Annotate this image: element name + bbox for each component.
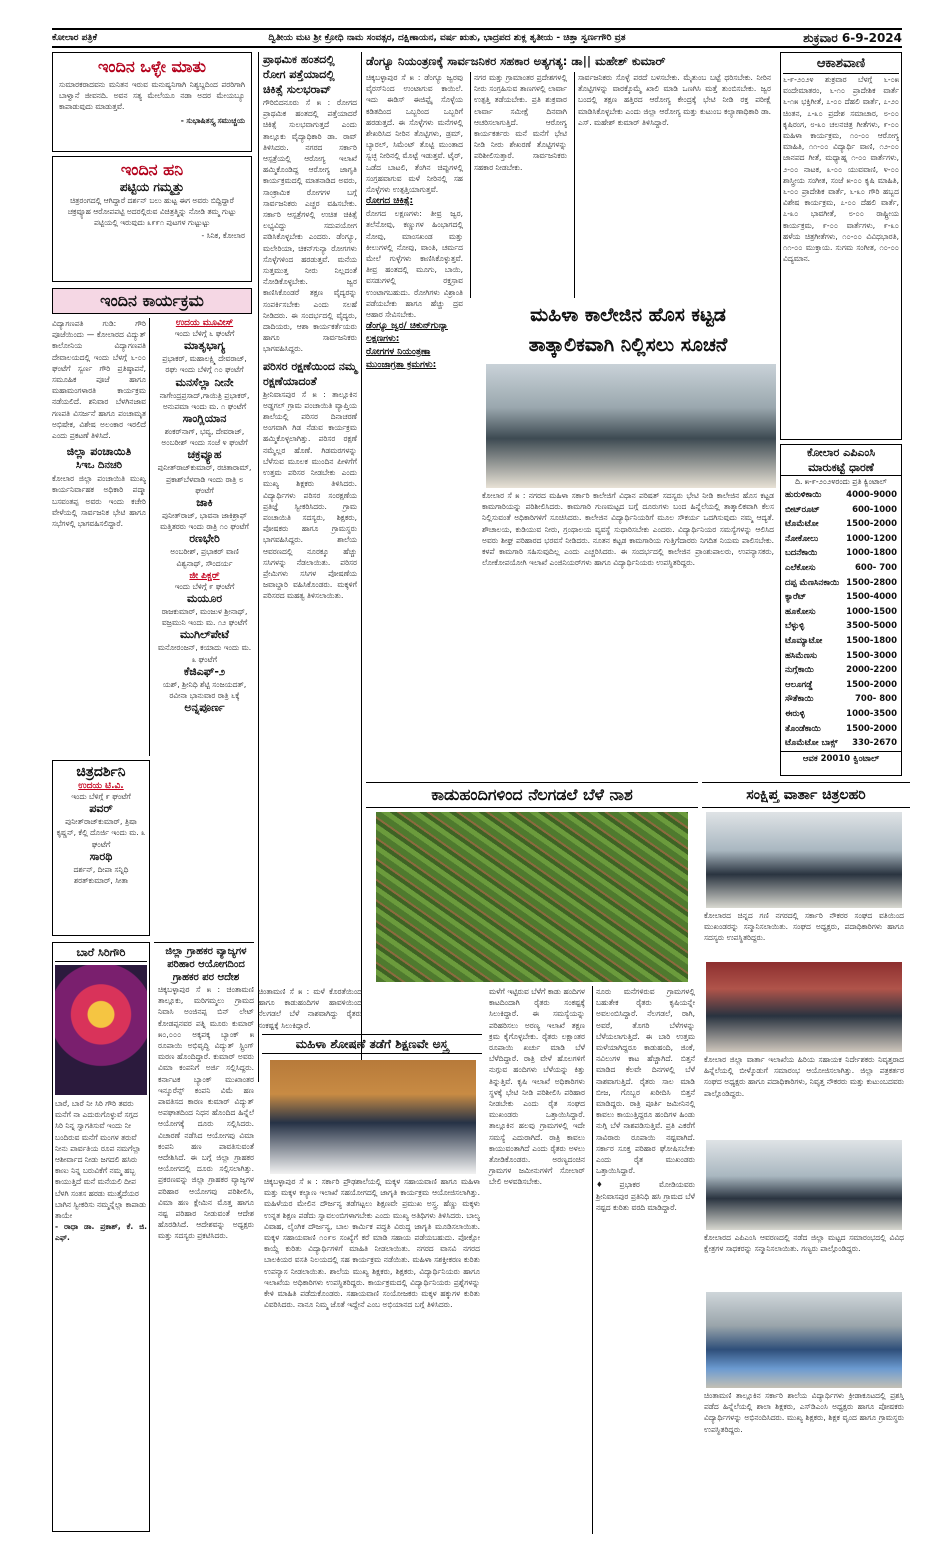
zp-title: ಜಿಲ್ಲಾ ಪಂಚಾಯಿತಿ (66, 445, 132, 459)
apmc-row (781, 634, 901, 649)
apmc-item-price: 1500-3000 (846, 650, 897, 661)
paper-name: ಕೋಲಾರ ಪತ್ರಿಕೆ (52, 33, 97, 43)
apmc-item-price: 1000-3500 (846, 708, 897, 719)
dengue-text-3: ನಗರ ಮತ್ತು ಗ್ರಾಮಾಂತರ ಪ್ರದೇಶಗಳಲ್ಲಿ ನೀರು ಸಂಗ್ರಹಿಸುವ ತಾಣಗಳಲ್ಲಿ ಲಾರ್ವಾ ಉತ್ಪತ್ತಿ ತಡೆಯಬೇಕು. ಪ್ರತಿ ಶುಕ್ರವಾರ ಲಾರ್ವಾ ಸಮೀಕ್ಷೆ ದಿನವಾಗಿ ಆಚರಿಸಲಾಗುತ್ತಿದೆ. ಆರೋಗ್ಯ ಕಾರ್ಯಕರ್ತರು ಮನೆ ಮನೆಗೆ ಭೇಟಿ ನೀಡಿ ನೀರು ಶೇಖರಣೆ ತೊಟ್ಟಿಗಳನ್ನು ಪರಿಶೀಲಿಸುತ್ತಾರೆ. ಸಾರ್ವಜನಿಕರು ಸಹಕಾರ ನೀಡಬೇಕು. (474, 73, 567, 172)
apmc-row (781, 488, 901, 503)
college-text: ಕೋಲಾರ ಸೆ ೫ : ನಗರದ ಮಹಿಳಾ ಸರ್ಕಾರಿ ಕಾಲೇಜಿಗೆ ವಿಧಾನ ಪರಿಷತ್ ಸದಸ್ಯರು ಭೇಟಿ ನೀಡಿ ಕಾಲೇಜಿನ ಹೊಸ ಕಟ್ಟಡ ಕಾಮಗಾರಿಯನ್ನು ಪರಿಶೀಲಿಸಿದರು. ಕಾಮಗಾರಿ ಗುಣಮಟ್ಟದ ಬಗ್ಗೆ ದೂರುಗಳು ಬಂದ ಹಿನ್ನೆಲೆಯಲ್ಲಿ ತಾತ್ಕಾಲಿಕವಾಗಿ ಕೆಲಸ ನಿಲ್ಲಿಸುವಂತೆ ಅಧಿಕಾರಿಗಳಿಗೆ ಸೂಚಿಸಿದರು. ಕಾಲೇಜಿನ ವಿದ್ಯಾರ್ಥಿನಿಯರಿಗೆ ಮೂಲ ಸೌಕರ್ಯ ಒದಗಿಸುವುದು ನಮ್ಮ ಆದ್ಯತೆ. ಶೌಚಾಲಯ, ಕುಡಿಯುವ ನೀರು, ಗ್ರಂಥಾಲಯ ವ್ಯವಸ್ಥೆ ಸುಧಾರಿಸಬೇಕು ಎಂದರು. ವಿದ್ಯಾರ್ಥಿನಿಯರ ಸಮಸ್ಯೆಗಳನ್ನು ಆಲಿಸಿದ ಅವರು ಶೀಘ್ರ ಪರಿಹಾರದ ಭರವಸೆ ನೀಡಿದರು. ನೂತನ ಕಟ್ಟಡ ಕಾಮಗಾರಿಯ ಗುತ್ತಿಗೆದಾರರು ನಿಗದಿತ ನಿಯಮ ಪಾಲಿಸಬೇಕು. ಕಳಪೆ ಕಾಮಗಾರಿ ಸಹಿಸುವುದಿಲ್ಲ ಎಂದು ಎಚ್ಚರಿಸಿದರು. ಈ ಸಂದರ್ಭದಲ್ಲಿ ಕಾಲೇಜಿನ ಪ್ರಾಂಶುಪಾಲರು, ಉಪನ್ಯಾಸಕರು, ಲೋಕೋಪಯೋಗಿ ಇಲಾಖೆ ಎಂಜಿನಿಯರ್‌ಗಳು ಹಾಗೂ ವಿದ್ಯಾರ್ಥಿನಿಯರು ಉಪಸ್ಥಿತರಿದ್ದರು. (482, 491, 774, 568)
apmc-item-name: ಕ್ಯಾರೆಟ್ (785, 592, 807, 603)
program-item-text-2: ಶಂಕರ್‌ನಾಗ್, ಭವ್ಯ, ದೇವರಾಜ್, ಅಂಬರೀಶ್ ಇಂದು ಸಂಜೆ ೪ ಘಂಟೆಗೆ (161, 427, 248, 448)
good-word-text: ಸುಮಾರಕರಾದವನು ಮನಿತನ ಇರುವ ಮನುಷ್ಯನಿಗಾಗಿ ನಿಶ್ಯಬ್ದದಿಂದ ಪರರಿಗಾಗಿ ಬಾಳ್ವಾನೆ ಜೀವನದಿ. ಅವನ ಸತ್ಯ ಮೇಲೆಯೂ ನಡಾ ಅದರ ಮೇಯಬ್ಯೂ ಕಾಪಾಡುವುದು ಮಾಡುತ್ತವೆ. (59, 80, 245, 112)
program-item-text-1: ನಾಗೇಂದ್ರಪ್ರಸಾದ್,ಗಾಯಿತ್ರಿ ಪ್ರಭಾಕರ್, ಅನುಪಮಾ ಇಂದು ಮ. ೧ ಘಂಟೆಗೆ (159, 390, 250, 411)
apmc-row (781, 605, 901, 620)
brief-headline (702, 782, 910, 808)
environment-head: ಪರಿಸರ ರಕ್ಷಣೆಯಿಂದ ನಮ್ಮ ರಕ್ಷಣೆಯಾದಂತೆ (263, 359, 357, 388)
brief-cap-3: ಕೋಲಾರದ ಎಪಿಎಂಸಿ ಆವರಣದಲ್ಲಿ ನಡೆದ ಜಿಲ್ಲಾ ಮಟ್ಟದ ಸಮಾರಂಭದಲ್ಲಿ ವಿವಿಧ ಕ್ಷೇತ್ರಗಳ ಸಾಧಕರನ್ನು ಸನ್ಮಾನಿಸಲಾಯಿತು. ಗಣ್ಯರು ಪಾಲ್ಗೊಂಡಿದ್ದರು. (704, 1233, 904, 1254)
zp-text: ಕೋಲಾರ ಜಿಲ್ಲಾ ಪಂಚಾಯಿತಿ ಮುಖ್ಯ ಕಾರ್ಯನಿರ್ವಾಹಕ ಅಧಿಕಾರಿ ಪದ್ಮಾ ಬಸವಂತಪ್ಪ ಅವರು ಇಂದು ಕಚೇರಿ ವೇಳೆಯಲ್ಲಿ ಸಾರ್ವಜನಿಕ ಭೇಟಿ ಹಾಗೂ ಸಭೆಗಳಲ್ಲಿ ಭಾಗವಹಿಸಲಿದ್ದಾರೆ. (52, 474, 146, 529)
awareness-event-photo (270, 1060, 476, 1174)
brief-head: ಸಂಕ್ಷಿಪ್ತ ವಾರ್ತಾ ಚಿತ್ರಲಹರಿ (746, 787, 866, 803)
apmc-subtitle: ಮಾರುಕಟ್ಟೆ ಧಾರಣೆ (781, 460, 901, 476)
program-item-name-1: ಮನಸೆಲ್ಲಾ ನೀನೇ (175, 375, 234, 389)
goddess-gauri-photo (55, 965, 147, 1095)
women-head: ಮಹಿಳಾ ಶೋಷಣೆ ತಡೆಗೆ ಶಿಕ್ಷಣವೇ ಅಸ್ತ್ರ (295, 1037, 449, 1051)
program-title-band (52, 288, 252, 314)
apmc-item-name: ಬೆಳ್ಳುಳ್ಳಿ (785, 621, 805, 632)
cinema-item-text-1: ದರ್ಶನ್, ದೀಪಾ ಸನ್ನಿಧಿ ಶರತ್‌ಕುಮಾರ್, ಸೀತಾ (73, 864, 129, 886)
poem-title: ಬಾರೆ ಸಿರಿಗೌರಿ (55, 945, 147, 962)
apmc-item-price: 1500-2000 (846, 679, 897, 690)
apmc-row (781, 619, 901, 634)
apmc-item-name: ಆಲೂಗಡ್ಡೆ (785, 679, 813, 690)
program-col (52, 318, 150, 756)
apmc-item-price: 1500-2000 (846, 519, 897, 530)
dengue-text-1: ಚಿಕ್ಕಬಳ್ಳಾಪುರ ಸೆ ೫ : ಡೆಂಗ್ಯೂ ಜ್ವರವು ವೈರಸ್‌ನಿಂದ ಉಂಟಾಗುವ ಕಾಯಿಲೆ. ಇದು ಈಡಿಸ್ ಈಜಿಪ್ಟೈ ಸೊಳ್ಳೆಯ ಕಡಿತದಿಂದ ಒಬ್ಬರಿಂದ ಒಬ್ಬರಿಗೆ ಹರಡುತ್ತದೆ. ಈ ಸೊಳ್ಳೆಗಳು ಮನೆಗಳಲ್ಲಿ ಶೇಖರಿಸಿದ ನೀರಿನ ತೊಟ್ಟಿಗಳು, ಡ್ರಮ್, ಬ್ಯಾರಲ್, ಸಿಮೆಂಟ್ ತೊಟ್ಟಿ ಮುಂತಾದ ಸ್ವಚ್ಛ ನೀರಿನಲ್ಲಿ ಮೊಟ್ಟೆ ಇಡುತ್ತವೆ. ಟೈರ್, ಒಡೆದ ಬಾಟಲಿ, ತೆಂಗಿನ ಚಿಪ್ಪುಗಳಲ್ಲಿ ಸಂಗ್ರಹವಾಗುವ ಮಳೆ ನೀರಿನಲ್ಲಿ ಸಹ ಸೊಳ್ಳೆಗಳು ಉತ್ಪತ್ತಿಯಾಗುತ್ತವೆ. (366, 73, 463, 195)
apmc-item-name: ಟೊಮೆಟೋ (785, 519, 819, 530)
apmc-item-name: ಈರುಳ್ಳಿ (785, 708, 805, 719)
program-item-text-3: ಪುನೀತ್‌ರಾಜ್‌ಕುಮಾರ್, ರಚಿತಾರಾಮ್, ಪ್ರಕಾಶ್‌ಬೆಳವಾಡಿ ಇಂದು ರಾತ್ರಿ ೮ ಘಂಟೆಗೆ (157, 463, 252, 495)
zee-item-name-2: ಕೆಜಿಎಫ್-೨ (183, 664, 226, 678)
tv-label: ಉದಯ ಟಿ.ವಿ. (78, 781, 124, 791)
dengue-col-1 (366, 72, 466, 772)
udaya-movies-label: ಉದಯ ಮೂವೀಸ್ (175, 318, 234, 328)
college-head-2: ತಾತ್ಕಾಲಿಕವಾಗಿ ನಿಲ್ಲಿಸಲು ಸೂಚನೆ (528, 334, 728, 356)
zee-item-text-1: ಮನೋರಂಜನ್, ಕಯಾದು ಇಂದು ಮ. ೩ ಘಂಟೆಗೆ (157, 643, 252, 664)
masthead-bar (52, 28, 902, 48)
hani-title: ಇಂದಿನ ಹನಿ (120, 160, 184, 179)
brief-photo-2 (706, 962, 902, 1052)
apmc-item-name: ನುಗ್ಗೆಕಾಯಿ (785, 665, 814, 676)
tv-sub: ಇಂದು ಬೆಳಿಗ್ಗೆ ೯ ಘಂಟೆಗೆ (71, 792, 131, 801)
consumer-story (154, 942, 254, 1532)
program-item-text-5: ಅಂಬರೀಶ್, ಪ್ರಭಾಕರ್ ವಾಣಿ ವಿಶ್ವನಾಥ್, ಸೌಂದರ್ಯ (170, 547, 239, 568)
health-head: ಪ್ರಾಥಮಿಕ ಹಂತದಲ್ಲಿ ರೋಗ ಪತ್ತೆಯಾದಲ್ಲಿ ಚಿಕಿತ್ಸೆ ಸುಲಭರಾವ್ (263, 53, 335, 96)
radio-title: ಆಕಾಶವಾಣಿ (783, 55, 899, 74)
brief-photo-4 (706, 1292, 902, 1388)
brief-photo-1 (706, 812, 902, 908)
good-word-author: - ಸುಭಾಷಿತಸ್ತ್ಯ ಸಮುಚ್ಚಯ (180, 115, 245, 125)
apmc-item-name: ದಪ್ಪ ಮೆಣಸಿನಕಾಯಿ (785, 577, 840, 588)
apmc-item-name: ಸೌತೆಕಾಯಿ (785, 694, 814, 705)
brief-cap-2: ಕೋಲಾರ ಜಿಲ್ಲಾ ವಾರ್ತಾ ಇಲಾಖೆಯ ಹಿರಿಯ ಸಹಾಯಕ ನಿರ್ದೇಶಕರು ನಿವೃತ್ತರಾದ ಹಿನ್ನೆಲೆಯಲ್ಲಿ ಬೀಳ್ಕೊಡುಗೆ ಸಮಾರಂಭ ಆಯೋಜಿಸಲಾಗಿತ್ತು. ಜಿಲ್ಲಾ ಪತ್ರಕರ್ತರ ಸಂಘದ ಅಧ್ಯಕ್ಷರು ಹಾಗೂ ಪದಾಧಿಕಾರಿಗಳು, ನಿವೃತ್ತ ನೌಕರರು ಮತ್ತು ಕುಟುಂಬದವರು ಪಾಲ್ಗೊಂಡಿದ್ದರು. (704, 1055, 904, 1098)
apmc-item-price: 1500-4000 (846, 592, 897, 603)
apmc-row (781, 532, 901, 547)
dengue-sub-3: ರೋಗಗಳ ನಿಯಂತ್ರಣಾ ಮುಂಜಾಗ್ರತಾ ಕ್ರಮಗಳು: (366, 347, 437, 371)
brief-caption-1 (704, 910, 904, 956)
cinema-item-name-0: ಪವರ್ (89, 802, 113, 816)
apmc-row (781, 576, 901, 591)
farm-text-1: ಮಳೆಗೆ ಇಟ್ಟಿರುವ ಬೆಳೆಗೆ ಕಾಡು ಹಂದಿಗಳ ಕಾಟದಿಂದಾಗಿ ರೈತರು ಸಂಕಷ್ಟಕ್ಕೆ ಸಿಲುಕಿದ್ದಾರೆ. ಈ ಸಮಸ್ಯೆಯನ್ನು ಪರಿಹರಿಸಲು ಅರಣ್ಯ ಇಲಾಖೆ ತಕ್ಷಣ ಕ್ರಮ ಕೈಗೊಳ್ಳಬೇಕು. ರೈತರು ಲಕ್ಷಾಂತರ ರೂಪಾಯಿ ಖರ್ಚು ಮಾಡಿ ಬೆಳೆ ಬೆಳೆದಿದ್ದಾರೆ. ರಾತ್ರಿ ವೇಳೆ ಹೊಲಗಳಿಗೆ ನುಗ್ಗುವ ಹಂದಿಗಳು ಬೆಳೆಯನ್ನು ಕಿತ್ತು ತಿನ್ನುತ್ತಿವೆ. ಕೃಷಿ ಇಲಾಖೆ ಅಧಿಕಾರಿಗಳು ಸ್ಥಳಕ್ಕೆ ಭೇಟಿ ನೀಡಿ ಪರಿಶೀಲಿಸಿ ಪರಿಹಾರ ನೀಡಬೇಕು ಎಂದು ರೈತ ಸಂಘದ ಮುಖಂಡರು ಒತ್ತಾಯಿಸಿದ್ದಾರೆ. ತಾಲ್ಲೂಕಿನ ಹಲವು ಗ್ರಾಮಗಳಲ್ಲಿ ಇದೇ ಸಮಸ್ಯೆ ಎದುರಾಗಿದೆ. ರಾತ್ರಿ ಕಾವಲು ಕಾಯುವಂತಾಗಿದೆ ಎಂದು ರೈತರು ಅಳಲು ತೋಡಿಕೊಂಡರು. ಅರಣ್ಯದಂಚಿನ ಗ್ರಾಮಗಳ ಜಮೀನುಗಳಿಗೆ ಸೋಲಾರ್ ಬೇಲಿ ಅಳವಡಿಸಬೇಕು. (489, 987, 585, 1187)
women-text: ಚಿಕ್ಕಬಳ್ಳಾಪುರ ಸೆ ೫ : ಸರ್ಕಾರಿ ಪ್ರೌಢಶಾಲೆಯಲ್ಲಿ ಮಕ್ಕಳ ಸಹಾಯವಾಣಿ ಹಾಗೂ ಮಹಿಳಾ ಮತ್ತು ಮಕ್ಕಳ ಕಲ್ಯಾಣ ಇಲಾಖೆ ಸಹಯೋಗದಲ್ಲಿ ಜಾಗೃತಿ ಕಾರ್ಯಕ್ರಮ ಆಯೋಜಿಸಲಾಗಿತ್ತು. ಮಹಿಳೆಯರ ಮೇಲಿನ ದೌರ್ಜನ್ಯ ತಡೆಗಟ್ಟಲು ಶಿಕ್ಷಣವೇ ಪ್ರಮುಖ ಅಸ್ತ್ರ. ಹೆಣ್ಣು ಮಕ್ಕಳು ಉನ್ನತ ಶಿಕ್ಷಣ ಪಡೆದು ಸ್ವಾವಲಂಬಿಗಳಾಗಬೇಕು ಎಂದು ಮುಖ್ಯ ಅತಿಥಿಗಳು ತಿಳಿಸಿದರು. ಬಾಲ್ಯ ವಿವಾಹ, ಲೈಂಗಿಕ ದೌರ್ಜನ್ಯ, ಬಾಲ ಕಾರ್ಮಿಕ ಪದ್ಧತಿ ವಿರುದ್ಧ ಜಾಗೃತಿ ಮೂಡಿಸಲಾಯಿತು. ಮಕ್ಕಳ ಸಹಾಯವಾಣಿ ೧೦೯೮ ಸಂಖ್ಯೆಗೆ ಕರೆ ಮಾಡಿ ಸಹಾಯ ಪಡೆಯಬಹುದು. ಪೋಕ್ಸೋ ಕಾಯ್ದೆ ಕುರಿತು ವಿದ್ಯಾರ್ಥಿಗಳಿಗೆ ಮಾಹಿತಿ ನೀಡಲಾಯಿತು. ನಗರದ ವಾಸವಿ ನಗರದ ಬಾಲಕಿಯರ ವಸತಿ ನಿಲಯದಲ್ಲಿ ಸಹ ಕಾರ್ಯಕ್ರಮ ನಡೆಯಿತು. ಮಹಿಳಾ ಸಶಕ್ತೀಕರಣ ಕುರಿತು ಉಪನ್ಯಾಸ ನೀಡಲಾಯಿತು. ಶಾಲೆಯ ಮುಖ್ಯ ಶಿಕ್ಷಕರು, ಶಿಕ್ಷಕರು, ವಿದ್ಯಾರ್ಥಿನಿಯರು ಹಾಗೂ ಇಲಾಖೆಯ ಅಧಿಕಾರಿಗಳು ಉಪಸ್ಥಿತರಿದ್ದರು. ಕಾರ್ಯಕ್ರಮದಲ್ಲಿ ವಿದ್ಯಾರ್ಥಿನಿಯರು ಪ್ರಶ್ನೆಗಳನ್ನು ಕೇಳಿ ಮಾಹಿತಿ ಪಡೆದುಕೊಂಡರು. ಸಹಾಯವಾಣಿ ಸಂಯೋಜಕರು ಮಕ್ಕಳ ಹಕ್ಕುಗಳ ಕುರಿತು ವಿವರಿಸಿದರು. ನಾನೂ ನಿಮ್ಮ ಜೊತೆ ಇದ್ದೇನೆ ಎಂಬ ಅಭಿಯಾನದ ಬಗ್ಗೆ ತಿಳಿಸಿದರು. (264, 1177, 480, 1310)
health-story (258, 52, 362, 1082)
apmc-price-table (781, 488, 901, 751)
apmc-item-price: 600- 700 (855, 562, 897, 573)
apmc-row (781, 590, 901, 605)
apmc-item-name: ಟೊಮೆಟೋ ಬಾಕ್ಸ್ (785, 738, 838, 749)
poem-author: - ರಾಧಾ ಡಾ. ಪ್ರಕಾಶ್, ಕೆ. ಜಿ. ಎಫ್. (55, 1222, 147, 1243)
apmc-item-price: 4000-9000 (846, 490, 897, 500)
apmc-row (781, 503, 901, 518)
apmc-row (781, 692, 901, 707)
apmc-row (781, 517, 901, 532)
dengue-sub-2: ಡೆಂಗ್ಯೂ ಜ್ವರ/ ಚಿಕುನ್‌ಗುನ್ಯಾ ಲಕ್ಷಣಗಳು: (366, 321, 448, 345)
brief-caption-4 (704, 1390, 904, 1534)
zee-item-name-0: ಮಯೂರ (186, 592, 223, 606)
good-word-title: ಇಂದಿನ ಒಳ್ಳೇ ಮಾತು (98, 57, 206, 76)
apmc-box (780, 444, 902, 776)
apmc-item-price: 3500-5000 (846, 621, 897, 632)
program-item-text-4: ಪುನೀತ್‌ರಾಜ್, ಭಾವನಾ ಜಾಕಿಶ್ರಾಫ್ ಮತ್ತಿತರರು ಇಂದು ರಾತ್ರಿ ೧೦ ಘಂಟೆಗೆ (160, 511, 249, 532)
brief-cap-1: ಕೋಲಾರದ ಚಿನ್ನದ ಗಣಿ ನಗರದಲ್ಲಿ ಸರ್ಕಾರಿ ನೌಕರರ ಸಂಘದ ವತಿಯಿಂದ ಮುಖಂಡರನ್ನು ಸನ್ಮಾನಿಸಲಾಯಿತು. ಸಂಘದ ಅಧ್ಯಕ್ಷರು, ಪದಾಧಿಕಾರಿಗಳು ಹಾಗೂ ಸದಸ್ಯರು ಉಪಸ್ಥಿತರಿದ್ದರು. (704, 911, 904, 943)
program-item-text-0: ಪ್ರಭಾಕರ್, ಮಹಾಲಕ್ಷ್ಮಿ ದೇವರಾಜ್, ರಘು ಇಂದು ಬೆಳಿಗ್ಗೆ ೧೦ ಘಂಟೆಗೆ (162, 354, 247, 375)
apmc-row (781, 649, 901, 664)
dengue-col-2 (470, 72, 570, 298)
apmc-item-name: ಹುರುಳಿಕಾಯಿ (785, 490, 822, 500)
apmc-arrival: ಆವಕ 20010 ಕ್ವಿಂಟಾಲ್ (781, 751, 901, 766)
apmc-title: ಕೋಲಾರ ಎಪಿಎಂಸಿ (806, 446, 876, 459)
farm-text-2: ನೂರು ಮನೆಗಳಿರುವ ಗ್ರಾಮಗಳಲ್ಲಿ ಬಹುತೇಕ ರೈತರು ಕೃಷಿಯನ್ನೇ ಅವಲಂಬಿಸಿದ್ದಾರೆ. ನೆಲಗಡಲೆ, ರಾಗಿ, ಅವರೆ, ತೊಗರಿ ಬೆಳೆಗಳನ್ನು ಬೆಳೆಯಲಾಗುತ್ತಿದೆ. ಈ ಬಾರಿ ಉತ್ತಮ ಮಳೆಯಾಗಿದ್ದರೂ ಕಾಡುಹಂದಿ, ಜಿಂಕೆ, ನವಿಲುಗಳ ಕಾಟ ಹೆಚ್ಚಾಗಿದೆ. ಬಿತ್ತನೆ ಮಾಡಿದ ಕೆಲವೇ ದಿನಗಳಲ್ಲಿ ಬೆಳೆ ನಾಶವಾಗುತ್ತಿದೆ. ರೈತರು ಸಾಲ ಮಾಡಿ ಬೀಜ, ಗೊಬ್ಬರ ಖರೀದಿಸಿ ಬಿತ್ತನೆ ಮಾಡಿದ್ದರು. ರಾತ್ರಿ ಪೂರ್ತಿ ಜಮೀನಿನಲ್ಲಿ ಕಾವಲು ಕಾಯುತ್ತಿದ್ದರೂ ಹಂದಿಗಳ ಹಿಂಡು ನುಗ್ಗಿ ಬೆಳೆ ನಾಶಪಡಿಸುತ್ತಿವೆ. ಪ್ರತಿ ಎಕರೆಗೆ ಸಾವಿರಾರು ರೂಪಾಯಿ ನಷ್ಟವಾಗಿದೆ. ಸರ್ಕಾರ ಸೂಕ್ತ ಪರಿಹಾರ ಘೋಷಿಸಬೇಕು ಎಂದು ರೈತ ಮುಖಂಡರು ಒತ್ತಾಯಿಸಿದ್ದಾರೆ. (596, 987, 695, 1176)
apmc-item-name: ಬದನೆಕಾಯಿ (785, 548, 818, 559)
women-headline (262, 1034, 482, 1054)
farm-caption (258, 986, 362, 1030)
hani-subtitle: ಪಟ್ಟಿಯ ಗಮ್ಮತ್ತು (119, 180, 185, 194)
dengue-col-3 (574, 72, 774, 298)
apmc-item-name: ಟೊಮ್ಯಾಟೋ (785, 635, 823, 646)
program-item-name-0: ಮಾತೃಭಾಗ್ಯ (183, 339, 226, 353)
college-visit-photo (486, 364, 776, 488)
apmc-item-name: ಹೂಕೋಸು (785, 606, 816, 617)
brief-caption-2 (704, 1054, 904, 1134)
cinema-item-text-0: ಪುನೀತ್‌ರಾಜ್‌ಕುಮಾರ್, ತ್ರಿಷಾ ಕೃಷ್ಣನ್, ಕೆಲ್ಲಿ ದೊರ್ಜಿ ಇಂದು ಮ. ೩ ಘಂಟೆಗೆ (56, 817, 146, 849)
dengue-text-2: ರೋಗದ ಲಕ್ಷಣಗಳು: ತೀವ್ರ ಜ್ವರ, ತಲೆನೋವು, ಕಣ್ಣುಗಳ ಹಿಂಭಾಗದಲ್ಲಿ ನೋವು, ಮಾಂಸಖಂಡ ಮತ್ತು ಕೀಲುಗಳಲ್ಲಿ ನೋವು, ವಾಂತಿ, ಚರ್ಮದ ಮೇಲೆ ಗುಳ್ಳೆಗಳು ಕಾಣಿಸಿಕೊಳ್ಳುತ್ತವೆ. ತೀವ್ರ ಹಂತದಲ್ಲಿ ಮೂಗು, ಬಾಯಿ, ವಸಡುಗಳಲ್ಲಿ ರಕ್ತಸ್ರಾವ ಉಂಟಾಗಬಹುದು. ರೋಗಿಗಳು ವಿಶ್ರಾಂತಿ ಪಡೆಯಬೇಕು ಹಾಗೂ ಹೆಚ್ಚು ದ್ರವ ಆಹಾರ ಸೇವಿಸಬೇಕು. (366, 209, 463, 320)
good-word-box (52, 52, 252, 152)
farm-head: ಕಾಡುಹಂದಿಗಳಿಂದ ನೆಲಗಡಲೆ ಬೆಳೆ ನಾಶ (431, 785, 633, 804)
apmc-row (781, 561, 901, 576)
health-text: ಗೌರಿಬಿದನೂರು ಸೆ ೫ : ರೋಗದ ಪ್ರಾಥಮಿಕ ಹಂತದಲ್ಲಿ ಪತ್ತೆಯಾದರೆ ಚಿಕಿತ್ಸೆ ಸುಲಭವಾಗುತ್ತದೆ ಎಂದು ತಾಲ್ಲೂಕು ವೈದ್ಯಾಧಿಕಾರಿ ಡಾ. ರಾವ್ ತಿಳಿಸಿದರು. ನಗರದ ಸರ್ಕಾರಿ ಆಸ್ಪತ್ರೆಯಲ್ಲಿ ಆರೋಗ್ಯ ಇಲಾಖೆ ಹಮ್ಮಿಕೊಂಡಿದ್ದ ಆರೋಗ್ಯ ಜಾಗೃತಿ ಕಾರ್ಯಕ್ರಮದಲ್ಲಿ ಮಾತನಾಡಿದ ಅವರು, ಸಾಂಕ್ರಾಮಿಕ ರೋಗಗಳ ಬಗ್ಗೆ ಸಾರ್ವಜನಿಕರು ಎಚ್ಚರ ವಹಿಸಬೇಕು. ಸರ್ಕಾರಿ ಆಸ್ಪತ್ರೆಗಳಲ್ಲಿ ಉಚಿತ ಚಿಕಿತ್ಸೆ ಲಭ್ಯವಿದ್ದು ಸದುಪಯೋಗ ಪಡಿಸಿಕೊಳ್ಳಬೇಕು ಎಂದರು. ಡೆಂಗ್ಯೂ, ಮಲೇರಿಯಾ, ಚಿಕನ್‌ಗುನ್ಯಾ ರೋಗಗಳು ಸೊಳ್ಳೆಗಳಿಂದ ಹರಡುತ್ತವೆ. ಮನೆಯ ಸುತ್ತಮುತ್ತ ನೀರು ನಿಲ್ಲದಂತೆ ನೋಡಿಕೊಳ್ಳಬೇಕು. ಜ್ವರ ಕಾಣಿಸಿಕೊಂಡರೆ ತಕ್ಷಣ ವೈದ್ಯರನ್ನು ಸಂಪರ್ಕಿಸಬೇಕು ಎಂದು ಸಲಹೆ ನೀಡಿದರು. ಈ ಸಂದರ್ಭದಲ್ಲಿ ವೈದ್ಯರು, ದಾದಿಯರು, ಆಶಾ ಕಾರ್ಯಕರ್ತೆಯರು ಹಾಗೂ ಸಾರ್ವಜನಿಕರು ಭಾಗವಹಿಸಿದ್ದರು. (263, 98, 357, 354)
zee-item-name-1: ಮುಗಿಲ್‌ಪೇಟೆ (180, 628, 229, 642)
dengue-sub-1: ರೋಗದ ಚಿಕಿತ್ಸೆ: (366, 196, 414, 207)
college-head-1: ಮಹಿಳಾ ಕಾಲೇಜಿನ ಹೊಸ ಕಟ್ಟಡ (530, 304, 726, 326)
dengue-text-4: ಸಾರ್ವಜನಿಕರು ಸೊಳ್ಳೆ ಪರದೆ ಬಳಸಬೇಕು. ಮೈತುಂಬ ಬಟ್ಟೆ ಧರಿಸಬೇಕು. ನೀರಿನ ತೊಟ್ಟಿಗಳನ್ನು ವಾರಕ್ಕೊಮ್ಮೆ ಖಾಲಿ ಮಾಡಿ ಒಣಗಿಸಿ ಮತ್ತೆ ತುಂಬಿಸಬೇಕು. ಜ್ವರ ಬಂದಲ್ಲಿ ತಕ್ಷಣ ಹತ್ತಿರದ ಆರೋಗ್ಯ ಕೇಂದ್ರಕ್ಕೆ ಭೇಟಿ ನೀಡಿ ರಕ್ತ ಪರೀಕ್ಷೆ ಮಾಡಿಸಿಕೊಳ್ಳಬೇಕು ಎಂದು ಜಿಲ್ಲಾ ಆರೋಗ್ಯ ಮತ್ತು ಕುಟುಂಬ ಕಲ್ಯಾಣಾಧಿಕಾರಿ ಡಾ. ಎಸ್. ಮಹೇಶ್ ಕುಮಾರ್ ತಿಳಿಸಿದ್ದಾರೆ. (578, 73, 771, 127)
zee-item-text-2: ಯಶ್, ಶ್ರೀನಿಧಿ ಶೆಟ್ಟಿ ಸಂಜಯದತ್, ರವೀನಾ ಭಾನುವಾರ ರಾತ್ರಿ ೬ಕ್ಕೆ (162, 679, 247, 701)
apmc-row (781, 678, 901, 693)
apmc-item-price: 1000-1200 (846, 533, 897, 544)
brief-caption-3 (704, 1232, 904, 1278)
program-text: ವಿದ್ಯಾಗಣಪತಿ ಗುಡಿ: ಗೌರಿ ಪೂಜೆಯಿಂದು — ಕೋಲಾರದ ವಿದ್ಯುತ್ ಕಾಲೋನಿಯ ವಿದ್ಯಾಗಣಪತಿ ದೇವಾಲಯದಲ್ಲಿ ಇಂದು ಬೆಳಗ್ಗೆ ೬-೦೦ ಘಂಟೆಗೆ ಸ್ವರ್ಣ ಗೌರಿ ಪ್ರತಿಷ್ಠಾಪನೆ, ಸಮೂಹಿಕ ಪೂಜೆ ಹಾಗೂ ಮಹಾಮಂಗಳಾರತಿ ಕಾರ್ಯಕ್ರಮ ನಡೆಯಲಿದೆ. ಶನಿವಾರ ಬೆಳಗಿನಜಾವ ಗಣಪತಿ ವಿಸರ್ಜನೆ ಹಾಗೂ ಪಂಚಾಮೃತ ಅಭಿಷೇಕ, ವಿಶೇಷ ಅಲಂಕಾರ ಇರಲಿದೆ ಎಂದು ಪ್ರಕಟಣೆ ತಿಳಿಸಿದೆ. (52, 319, 146, 441)
program-item-name-4: ಜಾಕಿ (196, 496, 213, 510)
hani-text: ಚಿತ್ರರಂಗದಲ್ಲಿ ಆಗಿದ್ದಾರೆ ದರ್ಶನ್ ಬಲು ಹುಟ್ಟ ಈಗ ಅವರು ಬಿದ್ದಿದ್ದಾರೆ ಚಕ್ರವ್ಯೂಹ ಆರೋಪಪಟ್ಟಿ ಅದರಲ್ಲಿರುವ ವಿಚಿತ್ರತ್ಮಿನ್ನು ನೋಡಿ ತಮ್ಮ ಗುಟ್ಟು ಪಟ್ಟಿಯಲ್ಲಿ ಇರುವುದು ೩೯೯೧ ಪುಟಗಳ ಗುಟ್ಟುಟ್ಟು (67, 196, 237, 228)
cinema-title: ಚಿತ್ರದರ್ಶಿನಿ (76, 764, 126, 780)
environment-text: ಶ್ರೀನಿವಾಸಪುರ ಸೆ ೫ : ತಾಲ್ಲೂಕಿನ ಅಡ್ಡಗಲ್ ಗ್ರಾಮ ಪಂಚಾಯಿತಿ ವ್ಯಾಪ್ತಿಯ ಶಾಲೆಯಲ್ಲಿ ಪರಿಸರ ದಿನಾಚರಣೆ ಅಂಗವಾಗಿ ಗಿಡ ನೆಡುವ ಕಾರ್ಯಕ್ರಮ ಹಮ್ಮಿಕೊಳ್ಳಲಾಗಿತ್ತು. ಪರಿಸರ ರಕ್ಷಣೆ ನಮ್ಮೆಲ್ಲರ ಹೊಣೆ. ಗಿಡಮರಗಳನ್ನು ಬೆಳೆಸುವ ಮೂಲಕ ಮುಂದಿನ ಪೀಳಿಗೆಗೆ ಉತ್ತಮ ಪರಿಸರ ನೀಡಬೇಕು ಎಂದು ಮುಖ್ಯ ಶಿಕ್ಷಕರು ತಿಳಿಸಿದರು. ವಿದ್ಯಾರ್ಥಿಗಳು ಪರಿಸರ ಸಂರಕ್ಷಣೆಯ ಪ್ರತಿಜ್ಞೆ ಸ್ವೀಕರಿಸಿದರು. ಗ್ರಾಮ ಪಂಚಾಯಿತಿ ಸದಸ್ಯರು, ಶಿಕ್ಷಕರು, ಪೋಷಕರು ಹಾಗೂ ಗ್ರಾಮಸ್ಥರು ಭಾಗವಹಿಸಿದ್ದರು. ಶಾಲೆಯ ಆವರಣದಲ್ಲಿ ನೂರಕ್ಕೂ ಹೆಚ್ಚು ಸಸಿಗಳನ್ನು ನೆಡಲಾಯಿತು. ಪರಿಸರ ಪ್ರೇಮಿಗಳು ಸಸಿಗಳ ಪೋಷಣೆಯ ಜವಾಬ್ದಾರಿ ವಹಿಸಿಕೊಂಡರು. ಮಕ್ಕಳಿಗೆ ಪರಿಸರದ ಮಹತ್ವ ತಿಳಿಸಲಾಯಿತು. (263, 389, 357, 601)
farm-col-2 (592, 986, 698, 1534)
dengue-headline (366, 52, 776, 70)
hani-author: - ಸಿನಿಕ, ಕೋಲಾರ (201, 230, 245, 240)
farm-caption-text: ಚಿಂತಾಮಣಿ ಸೆ ೫ : ಮಳೆ ಕೊರತೆಯಿಂದ ಹಾಗೂ ಕಾಡುಹಂದಿಗಳ ಹಾವಳಿಯಿಂದ ನೆಲಗಡಲೆ ಬೆಳೆ ನಾಶವಾಗಿದ್ದು ರೈತರು ಸಂಕಷ್ಟಕ್ಕೆ ಸಿಲುಕಿದ್ದಾರೆ. (258, 987, 362, 1030)
cinema-box (52, 760, 150, 936)
apmc-item-price: 1000-1800 (846, 548, 897, 559)
college-body (480, 490, 776, 782)
program-item-name-2: ಸಾಂಗ್ಲಿಯಾನ (182, 412, 227, 426)
apmc-item-name: ಎಲೆಕೋಸು (785, 562, 816, 573)
apmc-item-price: 1500-2000 (846, 723, 897, 734)
farm-col-1 (486, 986, 588, 1534)
farm-headline (366, 782, 698, 808)
groundnut-field-photo (376, 812, 688, 982)
hani-box (52, 156, 252, 282)
issue-date: ಶುಕ್ರವಾರ 6-9-2024 (803, 30, 902, 45)
apmc-row (781, 546, 901, 561)
program-item-name-5: ರಣಭೇರಿ (189, 532, 220, 546)
apmc-item-name: ಹಸಿಮೆಣಸು (785, 650, 818, 661)
apmc-row (781, 736, 901, 751)
college-headline (480, 300, 776, 362)
farm-bullet: ♦ಪ್ರಭಾಕರ ಮೋಡಿಯವರು ಶ್ರೀನಿವಾಸಪುರ ಪ್ರತಿನಿಧಿ ಹಸಿ ಗ್ರಾಮದ ಬೆಳೆ ನಷ್ಟದ ಕುರಿತು ವರದಿ ಮಾಡಿದ್ದಾರೆ. (596, 1180, 695, 1212)
radio-text: ೬-೯-೨೦೨೪ ಶುಕ್ರವಾರ ಬೆಳಗ್ಗೆ ೬-೦೫ ವಂದೇಮಾತರಂ, ೬-೧೦ ಪ್ರಾದೇಶಿಕ ವಾರ್ತೆ ೬-೧೫ ಭಕ್ತಿಗೀತೆ, ೭-೦೦ ದೆಹಲಿ ವಾರ್ತೆ, ೭-೨೦ ಚಿಂತನ, ೭-೩೦ ಪ್ರದೇಶ ಸಮಾಚಾರ, ೮-೦೦ ಕೃಷಿರಂಗ, ೮-೩೦ ಚಲನಚಿತ್ರ ಗೀತೆಗಳು, ೯-೦೦ ಮಹಿಳಾ ಕಾರ್ಯಕ್ರಮ, ೧೦-೦೦ ಆರೋಗ್ಯ ಮಾಹಿತಿ, ೧೧-೦೦ ವಿದ್ಯಾರ್ಥಿ ವಾಣಿ, ೧೨-೦೦ ಜಾನಪದ ಗೀತೆ, ಮಧ್ಯಾಹ್ನ ೧-೦೦ ವಾರ್ತೆಗಳು, ೨-೦೦ ನಾಟಕ, ೩-೦೦ ಯುವವಾಣಿ, ೪-೦೦ ಶಾಸ್ತ್ರೀಯ ಸಂಗೀತ, ಸಂಜೆ ೫-೦೦ ಕೃಷಿ ಮಾಹಿತಿ, ೬-೦೦ ಪ್ರಾದೇಶಿಕ ವಾರ್ತೆ, ೬-೩೦ ಗೌರಿ ಹಬ್ಬದ ವಿಶೇಷ ಕಾರ್ಯಕ್ರಮ, ೭-೦೦ ದೆಹಲಿ ವಾರ್ತೆ, ೭-೩೦ ಭಾವಗೀತೆ, ೮-೦೦ ರಾಷ್ಟ್ರೀಯ ಕಾರ್ಯಕ್ರಮ, ೯-೦೦ ವಾರ್ತೆಗಳು, ೯-೩೦ ಹಳೆಯ ಚಿತ್ರಗೀತೆಗಳು, ೧೦-೦೦ ವಿವಿಧಭಾರತಿ, ೧೧-೦೦ ಮುಕ್ತಾಯ. ಸುಗಮ ಸಂಗೀತ, ೧೦-೦೦ ವಿದ್ಯಮಾನ. (783, 75, 899, 264)
cinema-item-name-1: ಸಾರಥಿ (89, 849, 113, 863)
program-title: ಇಂದಿನ ಕಾರ್ಯಕ್ರಮ (100, 291, 204, 310)
apmc-date: ದಿ. ೫-೯-೨೦೨೪ರಂದು ಪ್ರತಿ ಕ್ವಿಂಟಾಲ್ (795, 477, 887, 486)
consumer-head: ಜಿಲ್ಲಾ ಗ್ರಾಹಕರ ವ್ಯಾಜ್ಯಗಳ ಪರಿಹಾರ ಆಯೋಗದಿಂದ ಗ್ರಾಹಕರ ಪರ ಆದೇಶ (165, 946, 247, 983)
zee-sub: ಇಂದು ಬೆಳಿಗ್ಗೆ ೯ ಘಂಟೆಗೆ (174, 581, 235, 591)
apmc-item-price: 1500-1800 (846, 635, 897, 646)
panchanga-line: ದ್ವಿತೀಯ ಮಟ ಶ್ರೀ ಕ್ರೋಧಿ ನಾಮ ಸಂವತ್ಸರ, ದಕ್ಷಿಣಾಯನ, ವರ್ಷ ಋತು, ಭಾದ್ರಪದ ಶುಕ್ಲ ತೃತೀಯ - ಚಿತ್ತಾ ಸ್ವರ್ಣಗೌರಿ ವ್ರತ (268, 33, 626, 43)
poem-box (52, 942, 150, 1532)
apmc-row (781, 663, 901, 678)
zp-sub: ಸಿಇಒ ದಿನಚರಿ (75, 460, 123, 472)
apmc-item-price: 2000-2200 (846, 665, 897, 676)
udaya-sub: ಇಂದು ಬೆಳಿಗ್ಗೆ ೬ ಘಂಟೆಗೆ (174, 329, 235, 338)
apmc-item-price: 330-2670 (852, 738, 897, 749)
radio-box (780, 52, 902, 440)
brief-cap-4: ಚಿಂತಾಮಣಿ ತಾಲ್ಲೂಕಿನ ಸರ್ಕಾರಿ ಶಾಲೆಯ ವಿದ್ಯಾರ್ಥಿಗಳು ಕ್ರೀಡಾಕೂಟದಲ್ಲಿ ಪ್ರಶಸ್ತಿ ಪಡೆದ ಹಿನ್ನೆಲೆಯಲ್ಲಿ ಶಾಲಾ ಶಿಕ್ಷಕರು, ಎಸ್‌ಡಿಎಂಸಿ ಅಧ್ಯಕ್ಷರು ಹಾಗೂ ಪೋಷಕರು ವಿದ್ಯಾರ್ಥಿಗಳನ್ನು ಅಭಿನಂದಿಸಿದರು. ಮುಖ್ಯ ಶಿಕ್ಷಕರು, ಶಿಕ್ಷಕ ವೃಂದ ಹಾಗೂ ಗ್ರಾಮಸ್ಥರು ಉಪಸ್ಥಿತರಿದ್ದರು. (704, 1391, 904, 1434)
apmc-item-price: 1000-1500 (846, 606, 897, 617)
apmc-row (781, 722, 901, 737)
tv-program-col (154, 318, 252, 938)
dengue-head: ಡೆಂಗ್ಯೂ ನಿಯಂತ್ರಣಕ್ಕೆ ಸಾರ್ವಜನಿಕರ ಸಹಕಾರ ಅತ್ಯಗತ್ಯ: ಡಾ|| ಮಹೇಶ್ ಕುಮಾರ್ (366, 54, 666, 68)
consumer-text: ಚಿಕ್ಕಬಳ್ಳಾಪುರ ಸೆ ೫ : ಚಿಂತಾಮಣಿ ತಾಲ್ಲೂಕು, ಮರಿಗಮ್ಮಲು ಗ್ರಾಮದ ನಿವಾಸಿ ಅಂಜಿನಪ್ಪ ಬಿನ್ ಲೇಟ್ ಕೋಡಪ್ಪನವರ ಪತ್ನಿ ಮೂರು ಕುಮಾರ್ ೫೦,೦೦೦ ಅಕ್ಕಪಕ್ಕ ಬ್ಯಾಂಕ್ ೫ ರೂಪಾಯಿ ಅಭಿವೃದ್ಧಿ ವಿದ್ಯುತ್ ಸ್ಟ್ರಿಂಗ್ ಮರಣ ಹೊಂದಿದ್ದಾರೆ. ಕುಮಾರ್ ಅವರು ವಿಮಾ ಕಂಪನಿಗೆ ಅರ್ಜಿ ಸಲ್ಲಿಸಿದ್ದರು. ಕರ್ನಾಟಕ ಬ್ಯಾಂಕ್ ಮುಖಾಂತರ ಇನ್ಶೂರೆನ್ಸ್ ಕಂಪನಿ ವಿಮೆ ಹಣ ಪಾವತಿಸದ ಕಾರಣ ಕುಮಾರ್ ವಿದ್ಯುತ್ ಅಪಘಾತದಿಂದ ನಿಧನ ಹೊಂದಿದ ಹಿನ್ನೆಲೆ ಆಯೋಗಕ್ಕೆ ದೂರು ಸಲ್ಲಿಸಿದರು. ವಿಚಾರಣೆ ನಡೆಸಿದ ಆಯೋಗವು ವಿಮಾ ಕಂಪನಿ ಹಣ ಪಾವತಿಸುವಂತೆ ಆದೇಶಿಸಿದೆ. ಈ ಬಗ್ಗೆ ಜಿಲ್ಲಾ ಗ್ರಾಹಕರ ಆಯೋಗದಲ್ಲಿ ದೂರು ಸಲ್ಲಿಸಲಾಗಿತ್ತು. ಪ್ರಕರಣವನ್ನು ಜಿಲ್ಲಾ ಗ್ರಾಹಕರ ವ್ಯಾಜ್ಯಗಳ ಪರಿಹಾರ ಆಯೋಗವು ಪರಿಶೀಲಿಸಿ, ವಿಮಾ ಹಣ ಕ್ಲೇಮಿನ ಮೊತ್ತ ಹಾಗೂ ನಷ್ಟ ಪರಿಹಾರ ನೀಡುವಂತೆ ಆದೇಶ ಹೊರಡಿಸಿದೆ. ಆದೇಶವನ್ನು ಅಧ್ಯಕ್ಷರು ಮತ್ತು ಸದಸ್ಯರು ಪ್ರಕಟಿಸಿದರು. (158, 985, 254, 1241)
apmc-item-name: ತೊಂಡೆಕಾಯಿ (785, 723, 821, 734)
zee-item-text-0: ರಾಜಕುಮಾರ್, ಮಂಜುಳ ಶ್ರೀನಾಥ್, ವಜ್ರಮುನಿ ಇಂದು ಮ. ೧೨ ಘಂಟೆಗೆ (161, 607, 248, 628)
women-body (262, 1176, 482, 1534)
program-item-name-3: ಚಕ್ರವ್ಯೂಹ (187, 448, 222, 462)
apmc-row (781, 707, 901, 722)
apmc-item-price: 600-1000 (852, 504, 897, 515)
apmc-item-price: 1500-2800 (846, 577, 897, 588)
apmc-item-name: ಬೀಟ್‌ರೂಟ್ (785, 504, 820, 515)
brief-photo-3 (706, 1140, 902, 1230)
apmc-item-price: 700- 800 (855, 694, 897, 705)
zee-item-name-3: ಅನ್ನಪೂರ್ಣ (184, 701, 225, 715)
poem-text: ಬಾರೆ, ಬಾರೆ ನೀ ಸಿರಿ ಗೌರಿ ತವರು ಮನೆಗೆ ನಾ ಎದುರುಗೊಳ್ಳುವೆ ಸಗ್ಗದ ಸಿರಿ ನಿನ್ನ ಸ್ವಾಗತಿಸುವೆ ಇಂದು ನೀ ಬಂದಿರುವ ಮನೆಗೆ ಮಂಗಳ ತರುವೆ ನೀನು ಪಾರ್ವತಿಯ ರೂಪ ನಮಗೆಲ್ಲಾ ಆಶೀರ್ವಾದ ನೀಡು ಜಗದಲಿ ಹಸಿರು ಕಾಣು ನಿನ್ನ ಬರುವಿಕೆಗೆ ನಮ್ಮ ಹಬ್ಬ ಕಾಯುತ್ತಿದೆ ಮನೆ ಮನೆಯಲಿ ದೀಪ ಬೆಳಗಿ ಸಂತಸ ಹರಡು ಮುತ್ತೈದೆಯರ ಬಾಗಿನ ಸ್ವೀಕರಿಸು ನಮ್ಮನ್ನೆಲ್ಲಾ ಕಾಪಾಡು ತಾಯೇ (55, 1099, 147, 1221)
zee-label: ಜೀ ಪಿಕ್ಚರ್ (189, 570, 220, 581)
apmc-item-name: ನೋಕೋಲು (785, 533, 819, 544)
